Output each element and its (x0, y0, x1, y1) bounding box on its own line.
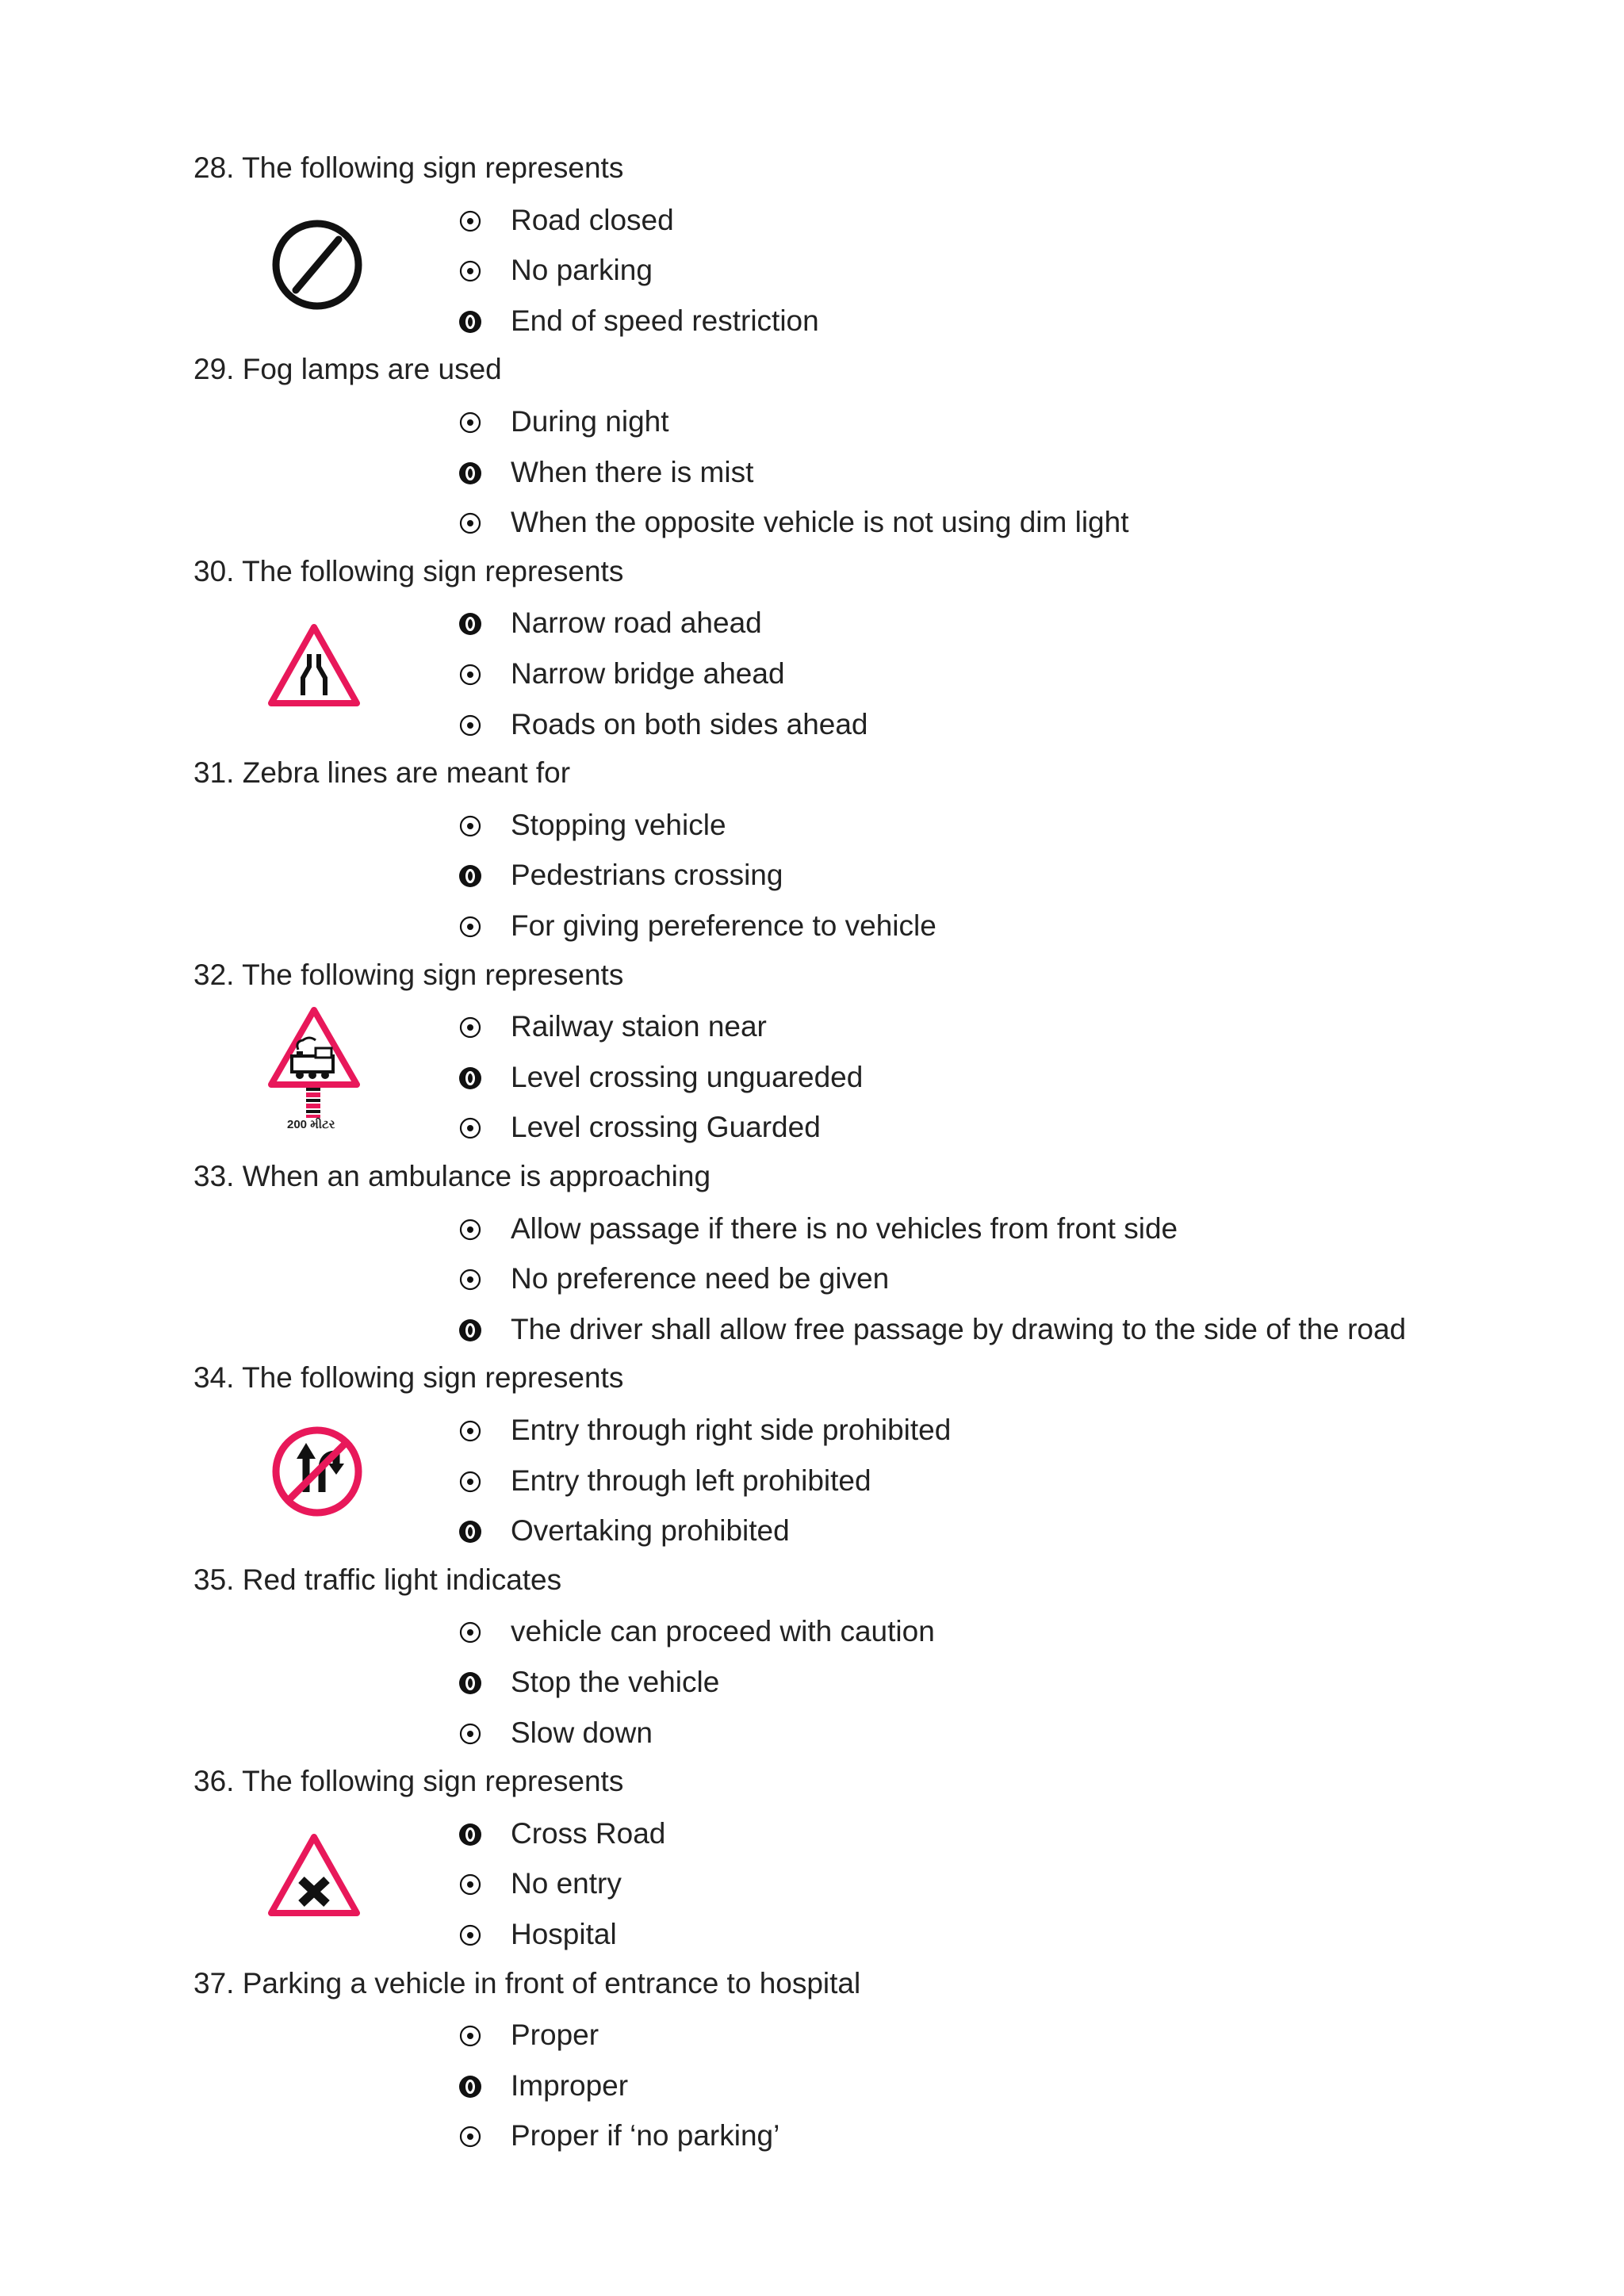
answer-option-text: When the opposite vehicle is not using dim light (511, 506, 1129, 539)
answer-option[interactable] (0, 1865, 1624, 1915)
answer-marker-icon (457, 510, 484, 537)
answer-option[interactable] (0, 604, 1624, 655)
answer-option-text: No parking (511, 254, 653, 287)
answer-option[interactable] (0, 2067, 1624, 2118)
answer-option[interactable] (0, 1108, 1624, 1159)
answer-option[interactable] (0, 302, 1624, 353)
question-heading (193, 1360, 623, 1395)
answer-option-text: vehicle can proceed with caution (511, 1615, 935, 1648)
question-text: Parking a vehicle in front of entrance to hospital (242, 1966, 861, 1999)
answer-marker-icon (457, 712, 484, 739)
question-number: 28. (193, 151, 235, 184)
answer-marker-icon (457, 2022, 484, 2049)
answer-marker-icon (457, 208, 484, 235)
answer-option[interactable] (0, 1311, 1624, 1361)
question-text: The following sign represents (242, 554, 624, 587)
answer-option[interactable] (0, 2016, 1624, 2067)
answer-option-text: Stop the vehicle (511, 1666, 720, 1698)
answer-option[interactable] (0, 251, 1624, 302)
answer-marker-icon (457, 1014, 484, 1041)
answer-marker-icon (457, 1619, 484, 1646)
answer-option[interactable] (0, 1260, 1624, 1311)
answer-option-text: When there is mist (511, 455, 754, 488)
answer-marker-icon (457, 1418, 484, 1445)
answer-option[interactable] (0, 806, 1624, 857)
sign-caption: 200 મીટર (287, 1118, 335, 1131)
answer-option[interactable] (0, 201, 1624, 252)
answer-option[interactable] (0, 2117, 1624, 2168)
answer-option-text: Overtaking prohibited (511, 1514, 790, 1548)
question-text: The following sign represents (242, 1361, 624, 1395)
answer-option-text: The driver shall allow free passage by drawing to the side of the road (511, 1312, 1407, 1345)
answer-option[interactable] (0, 1512, 1624, 1563)
answer-marker-icon (457, 258, 484, 285)
selected-answer-marker-icon (457, 1065, 484, 1092)
question-text: Red traffic light indicates (242, 1563, 562, 1596)
answer-option-text: Roads on both sides ahead (511, 707, 868, 740)
answer-option[interactable] (0, 503, 1624, 554)
question-heading (193, 1563, 561, 1598)
selected-answer-marker-icon (457, 2073, 484, 2100)
answer-marker-icon (457, 1216, 484, 1243)
question-number: 32. (193, 958, 235, 991)
answer-marker-icon (457, 1115, 484, 1142)
answer-option-text: End of speed restriction (511, 304, 819, 337)
selected-answer-marker-icon (457, 1821, 484, 1848)
question-heading (193, 554, 623, 589)
answer-option-text: Entry through left prohibited (511, 1464, 871, 1497)
answer-option[interactable] (0, 1663, 1624, 1714)
answer-option-text: No entry (511, 1867, 622, 1900)
answer-option[interactable] (0, 1058, 1624, 1109)
question-number: 34. (193, 1361, 235, 1395)
question-number: 30. (193, 554, 235, 587)
question-number: 37. (193, 1966, 235, 1999)
answer-option-text: Stopping vehicle (511, 808, 726, 841)
answer-option-text: Improper (511, 2068, 629, 2102)
answer-option-text: Allow passage if there is no vehicles from front side (511, 1211, 1178, 1245)
answer-option-text: Level crossing Guarded (511, 1111, 821, 1144)
answer-option[interactable] (0, 706, 1624, 756)
answer-option[interactable] (0, 1915, 1624, 1966)
question-number: 33. (193, 1160, 235, 1192)
answer-option[interactable] (0, 1714, 1624, 1765)
answer-option-text: Narrow bridge ahead (511, 657, 785, 690)
question-heading (193, 151, 623, 186)
question-number: 29. (193, 353, 235, 386)
selected-answer-marker-icon (457, 308, 484, 335)
answer-marker-icon (457, 813, 484, 840)
selected-answer-marker-icon (457, 1518, 484, 1545)
answer-option[interactable] (0, 1210, 1624, 1261)
selected-answer-marker-icon (457, 610, 484, 637)
answer-option[interactable] (0, 1008, 1624, 1058)
answer-marker-icon (457, 1871, 484, 1898)
question-heading (193, 1966, 860, 2001)
answer-marker-icon (457, 409, 484, 436)
answer-marker-icon (457, 1468, 484, 1495)
question-number: 35. (193, 1563, 235, 1596)
answer-option-text: Hospital (511, 1918, 617, 1950)
answer-option-text: No preference need be given (511, 1262, 890, 1295)
question-heading (193, 958, 623, 993)
answer-option[interactable] (0, 1462, 1624, 1513)
question-number: 31. (193, 756, 235, 790)
question-text: The following sign represents (242, 1765, 624, 1798)
answer-option-text: Slow down (511, 1716, 653, 1749)
answer-option-text: Pedestrians crossing (511, 859, 783, 892)
question-text: Fog lamps are used (242, 353, 502, 386)
answer-marker-icon (457, 661, 484, 688)
question-heading (193, 352, 502, 387)
answer-option-text: Proper if ‘no parking’ (511, 2119, 780, 2152)
answer-marker-icon (457, 1266, 484, 1293)
answer-option-text: Railway staion near (511, 1010, 767, 1043)
answer-marker-icon (457, 1922, 484, 1949)
answer-option[interactable] (0, 453, 1624, 504)
answer-option-text: Cross Road (511, 1816, 666, 1850)
selected-answer-marker-icon (457, 1317, 484, 1344)
selected-answer-marker-icon (457, 460, 484, 487)
answer-marker-icon (457, 1720, 484, 1747)
answer-marker-icon (457, 2123, 484, 2150)
answer-option[interactable] (0, 856, 1624, 907)
question-text: The following sign represents (242, 958, 624, 991)
answer-option[interactable] (0, 907, 1624, 958)
question-text: The following sign represents (242, 151, 624, 184)
answer-option-text: Level crossing unguareded (511, 1060, 864, 1093)
answer-option[interactable] (0, 1613, 1624, 1663)
answer-option[interactable] (0, 1815, 1624, 1866)
selected-answer-marker-icon (457, 863, 484, 890)
answer-marker-icon (457, 913, 484, 940)
question-heading (193, 1159, 710, 1194)
question-number: 36. (193, 1765, 235, 1798)
answer-option-text: For giving pereference to vehicle (511, 909, 936, 942)
answer-option[interactable] (0, 1411, 1624, 1462)
answer-option-text: Entry through right side prohibited (511, 1414, 952, 1446)
selected-answer-marker-icon (457, 1670, 484, 1697)
question-heading (193, 1764, 623, 1799)
answer-option-text: Proper (511, 2019, 599, 2052)
question-text: Zebra lines are meant for (242, 756, 571, 790)
answer-option-text: Narrow road ahead (511, 607, 762, 640)
answer-option[interactable] (0, 655, 1624, 706)
answer-option-text: During night (511, 405, 669, 438)
answer-option[interactable] (0, 403, 1624, 453)
question-text: When an ambulance is approaching (242, 1160, 711, 1192)
answer-option-text: Road closed (511, 203, 674, 236)
question-heading (193, 756, 570, 790)
